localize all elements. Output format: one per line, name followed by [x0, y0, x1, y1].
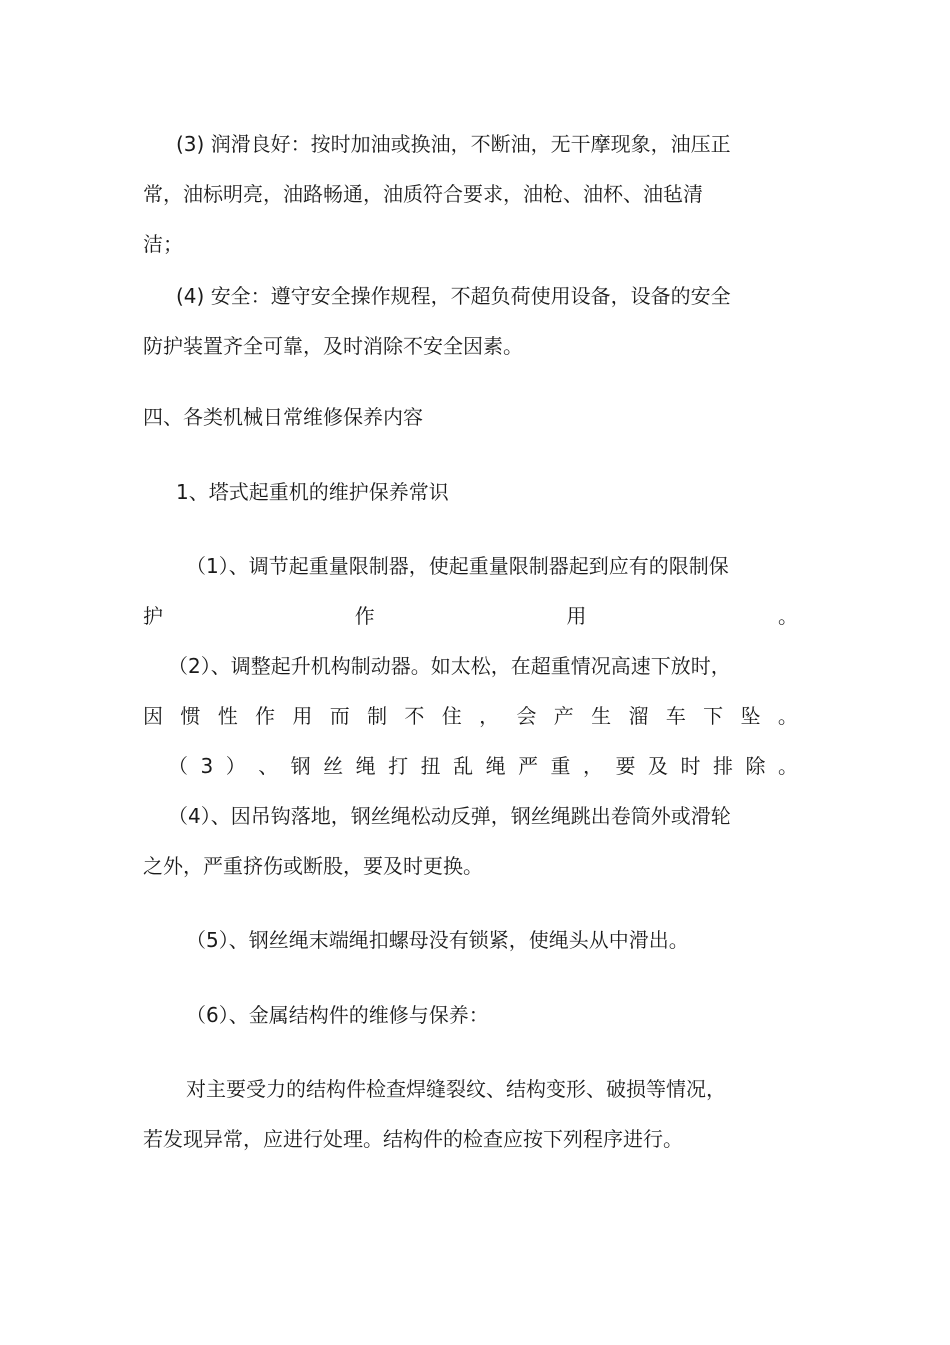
line-glyph: 乱 [453, 754, 474, 778]
line-glyph: 、 [258, 754, 279, 778]
line-glyph: 钢 [290, 754, 311, 778]
line-glyph: 时 [680, 754, 701, 778]
paragraph-line: (4) 安全：遵守安全操作规程，不超负荷使用设备，设备的安全 [176, 284, 731, 308]
line-glyph: ， [479, 704, 500, 728]
paragraph-line: （2）、调整起升机构制动器。如太松，在超重情况高速下放时， [168, 654, 731, 678]
paragraph-line: (3) 润滑良好：按时加油或换油，不断油，无干摩现象，油压正 [176, 132, 731, 156]
paragraph-line: （5）、钢丝绳末端绳扣螺母没有锁紧，使绳头从中滑出。 [186, 928, 689, 952]
paragraph-line: （6）、金属结构件的维修与保养： [186, 1003, 489, 1027]
line-glyph: 丝 [323, 754, 344, 778]
justified-line [143, 603, 798, 629]
paragraph-line: 对主要受力的结构件检查焊缝裂纹、结构变形、破损等情况， [186, 1077, 726, 1101]
line-glyph: 绳 [485, 754, 506, 778]
line-glyph: 用 [566, 604, 587, 628]
line-glyph: 及 [648, 754, 668, 778]
line-glyph: 绳 [355, 754, 376, 778]
line-glyph: 制 [367, 704, 388, 728]
line-glyph: 打 [388, 754, 409, 778]
line-glyph: 除 [745, 754, 766, 778]
line-glyph: 重 [550, 754, 571, 778]
line-glyph: 生 [591, 704, 612, 728]
line-glyph: 作 [354, 604, 375, 628]
line-glyph: 会 [516, 704, 537, 728]
paragraph-line: （1）、调节起重量限制器，使起重量限制器起到应有的限制保 [186, 554, 729, 578]
line-glyph: 不 [404, 704, 425, 728]
line-glyph: 。 [777, 754, 798, 778]
paragraph-line: 洁； [143, 232, 183, 256]
line-glyph: 3 [200, 754, 214, 778]
section-heading: 四、各类机械日常维修保养内容 [143, 405, 423, 429]
line-glyph: ） [225, 754, 246, 778]
line-glyph: （ [168, 754, 188, 778]
line-glyph: 惯 [180, 704, 201, 728]
line-glyph: 。 [777, 704, 798, 728]
line-glyph: ， [583, 754, 604, 778]
paragraph-line: （4）、因吊钩落地，钢丝绳松动反弹，钢丝绳跳出卷筒外或滑轮 [168, 804, 731, 828]
line-glyph: 要 [615, 754, 636, 778]
subsection-heading: 1、塔式起重机的维护保养常识 [176, 480, 449, 504]
line-glyph: 用 [292, 704, 313, 728]
line-glyph: 产 [553, 704, 574, 728]
line-glyph: 车 [665, 704, 686, 728]
justified-line [168, 753, 798, 779]
line-glyph: 护 [143, 604, 163, 628]
line-glyph: 排 [712, 754, 733, 778]
paragraph-line: 常，油标明亮，油路畅通，油质符合要求，油枪、油杯、油毡清 [143, 182, 703, 206]
line-glyph: 坠 [740, 704, 761, 728]
line-glyph: 扭 [420, 754, 441, 778]
paragraph-line: 若发现异常，应进行处理。结构件的检查应按下列程序进行。 [143, 1127, 683, 1151]
line-glyph: 作 [255, 704, 276, 728]
line-glyph: 性 [217, 704, 238, 728]
justified-line [143, 703, 798, 729]
line-glyph: 下 [703, 704, 724, 728]
line-glyph: 住 [441, 704, 462, 728]
line-glyph: 而 [329, 704, 350, 728]
paragraph-line: 之外，严重挤伤或断股，要及时更换。 [143, 854, 483, 878]
paragraph-line: 防护装置齐全可靠，及时消除不安全因素。 [143, 334, 523, 358]
line-glyph: 因 [143, 704, 163, 728]
line-glyph: 。 [777, 604, 798, 628]
line-glyph: 严 [518, 754, 539, 778]
line-glyph: 溜 [628, 704, 649, 728]
